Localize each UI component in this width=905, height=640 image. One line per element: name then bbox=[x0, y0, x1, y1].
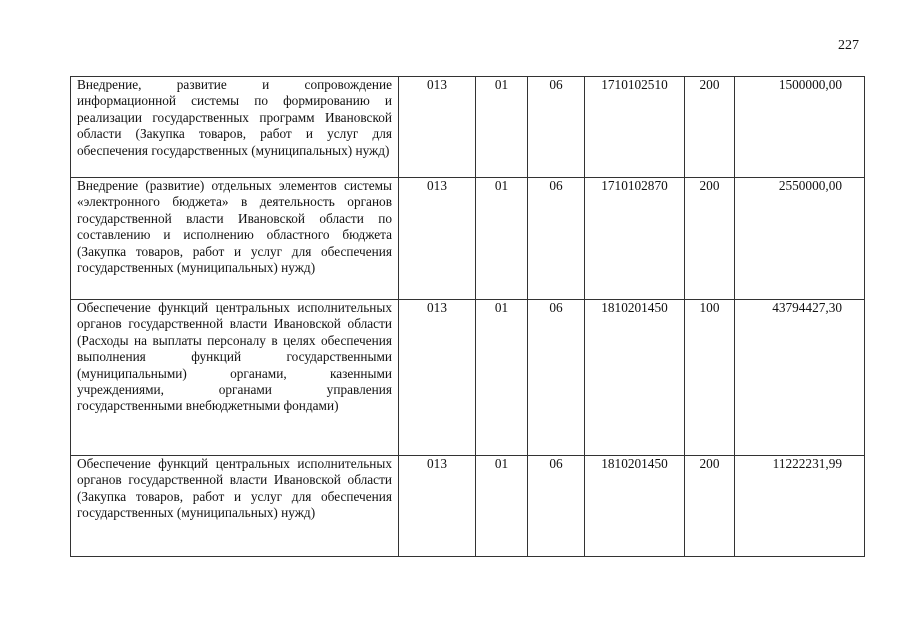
row-description: Внедрение (развитие) отдельных элементов системы «электронного бюджета» в деятельность органов государственной власти Ивановской области по составлению и исполнению областного бюджета (Закупка товаров, работ и услуг для обеспечения государственных (муниципальных) нужд) bbox=[71, 178, 399, 300]
target-article-code: 1710102510 bbox=[585, 77, 685, 178]
table-row bbox=[71, 178, 865, 300]
row-description: Обеспечение функций центральных исполнительных органов государственной власти Ивановской области (Расходы на выплаты персоналу в целях обеспечения выполнения функций государственными (муниципальными) органами, казенными учреждениями, органами управления государственными внебюджетными фондами) bbox=[71, 300, 399, 456]
table-row bbox=[71, 300, 865, 456]
subsection-code: 06 bbox=[528, 456, 585, 557]
subsection-code: 06 bbox=[528, 178, 585, 300]
subsection-code: 06 bbox=[528, 77, 585, 178]
budget-table bbox=[70, 76, 865, 557]
page-number: 227 bbox=[838, 38, 859, 53]
ministry-code: 013 bbox=[399, 300, 476, 456]
expense-type-code: 200 bbox=[685, 178, 735, 300]
target-article-code: 1810201450 bbox=[585, 300, 685, 456]
table-row bbox=[71, 77, 865, 178]
amount: 1500000,00 bbox=[735, 77, 865, 178]
ministry-code: 013 bbox=[399, 178, 476, 300]
amount: 43794427,30 bbox=[735, 300, 865, 456]
section-code: 01 bbox=[476, 456, 528, 557]
row-description: Обеспечение функций центральных исполнительных органов государственной власти Ивановской области (Закупка товаров, работ и услуг для обеспечения государственных (муниципальных) нужд) bbox=[71, 456, 399, 557]
section-code: 01 bbox=[476, 77, 528, 178]
row-description: Внедрение, развитие и сопровождение информационной системы по формированию и реализации государственных программ Ивановской области (Закупка товаров, работ и услуг для обеспечения государственных (муниципальных) нужд) bbox=[71, 77, 399, 178]
target-article-code: 1710102870 bbox=[585, 178, 685, 300]
expense-type-code: 200 bbox=[685, 77, 735, 178]
target-article-code: 1810201450 bbox=[585, 456, 685, 557]
amount: 2550000,00 bbox=[735, 178, 865, 300]
section-code: 01 bbox=[476, 300, 528, 456]
amount: 11222231,99 bbox=[735, 456, 865, 557]
expense-type-code: 200 bbox=[685, 456, 735, 557]
ministry-code: 013 bbox=[399, 77, 476, 178]
expense-type-code: 100 bbox=[685, 300, 735, 456]
subsection-code: 06 bbox=[528, 300, 585, 456]
ministry-code: 013 bbox=[399, 456, 476, 557]
table-row bbox=[71, 456, 865, 557]
section-code: 01 bbox=[476, 178, 528, 300]
